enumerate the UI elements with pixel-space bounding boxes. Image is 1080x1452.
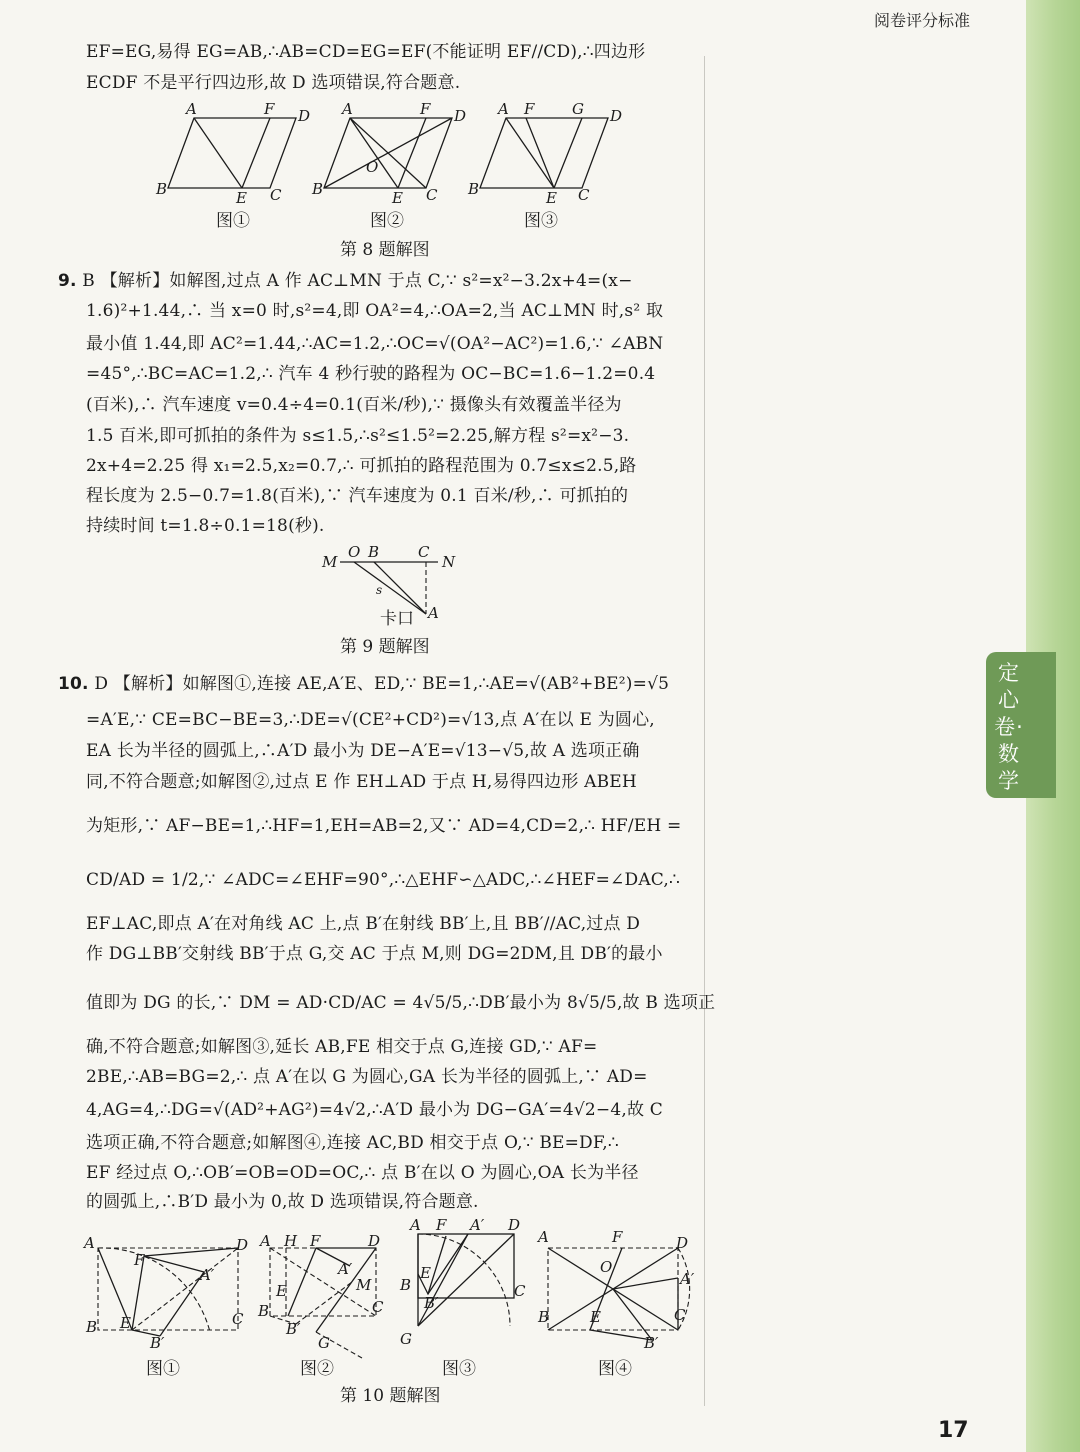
label-a-prime: A′ bbox=[470, 1216, 485, 1234]
label-e: E bbox=[392, 189, 403, 207]
label-b-prime: B′ bbox=[644, 1334, 659, 1352]
label-d: D bbox=[508, 1216, 521, 1234]
label-c: C bbox=[578, 186, 590, 204]
q10-line-14: EF 经过点 O,∴OB′=OB=OD=OC,∴ 点 B′在以 O 为圆心,OA 长为半径 bbox=[86, 1163, 639, 1183]
q9-line-1: 【解析】如解图,过点 A 作 AC⊥MN 于点 C,∵ s²=x²−3.2x+4=(x− bbox=[100, 271, 633, 291]
label-f: F bbox=[310, 1232, 321, 1250]
q9-header bbox=[58, 270, 633, 292]
label-b: B bbox=[538, 1308, 550, 1326]
label-d: D bbox=[676, 1234, 689, 1252]
q9-answer: B bbox=[82, 271, 95, 291]
label-o: O bbox=[600, 1258, 613, 1276]
q10-figure-2 bbox=[256, 1228, 406, 1388]
q10-line-2: =A′E,∵ CE=BC−BE=3,∴DE=√(CE²+CD²)=√13,点 A′在以 E 为圆心, bbox=[86, 710, 655, 730]
q9-figure-title: 第 9 题解图 bbox=[340, 637, 430, 657]
q10-line-6: CD/AD = 1/2,∵ ∠ADC=∠EHF=90°,∴△EHF∽△ADC,∴∠HEF=∠DAC,∴ bbox=[86, 870, 681, 890]
label-a: A bbox=[342, 100, 353, 118]
label-a: A bbox=[260, 1232, 271, 1250]
label-b: B bbox=[400, 1276, 412, 1294]
q10-answer: D bbox=[94, 674, 109, 694]
q9-figure bbox=[318, 542, 468, 632]
label-n: N bbox=[442, 553, 456, 571]
q10-caption-1: 图① bbox=[146, 1359, 180, 1379]
q10-caption-3: 图③ bbox=[442, 1359, 476, 1379]
label-c: C bbox=[232, 1310, 244, 1328]
checkpoint-label: 卡口 bbox=[380, 609, 414, 629]
q10-figure-title: 第 10 题解图 bbox=[340, 1386, 441, 1406]
label-c: C bbox=[674, 1306, 686, 1324]
label-c: C bbox=[426, 186, 438, 204]
q10-caption-2: 图② bbox=[300, 1359, 334, 1379]
page-number: 17 bbox=[938, 1418, 969, 1443]
q10-number: 10. bbox=[58, 674, 89, 694]
label-b: B bbox=[156, 180, 168, 198]
q10-figure-1 bbox=[82, 1228, 257, 1388]
q8-line-2: ECDF 不是平行四边形,故 D 选项错误,符合题意. bbox=[86, 73, 461, 93]
label-d: D bbox=[454, 107, 467, 125]
label-b-prime: B′ bbox=[424, 1294, 439, 1312]
q8-caption-1: 图① bbox=[216, 211, 250, 231]
label-g: G bbox=[400, 1330, 412, 1348]
label-g: G bbox=[318, 1334, 330, 1352]
q10-line-1: 【解析】如解图①,连接 AE,A′E、ED,∵ BE=1,∴AE=√(AB²+BE²)=√5 bbox=[113, 674, 670, 694]
q10-line-15: 的圆弧上,∴B′D 最小为 0,故 D 选项错误,符合题意. bbox=[86, 1192, 479, 1212]
label-b: B bbox=[86, 1318, 98, 1336]
label-a-prime: A′ bbox=[200, 1266, 215, 1284]
label-m: M bbox=[356, 1276, 372, 1294]
q9-line-2: 1.6)²+1.44,∴ 当 x=0 时,s²=4,即 OA²=4,∴OA=2,当 AC⊥MN 时,s² 取 bbox=[86, 301, 664, 321]
label-f: F bbox=[264, 100, 275, 118]
label-a: A bbox=[498, 100, 509, 118]
label-a: A bbox=[84, 1234, 95, 1252]
label-e: E bbox=[420, 1264, 431, 1282]
q10-line-12: 4,AG=4,∴DG=√(AD²+AG²)=4√2,∴A′D 最小为 DG−GA′=4√2−4,故 C bbox=[86, 1100, 664, 1120]
label-e: E bbox=[276, 1282, 287, 1300]
q10-line-5: 为矩形,∵ AF−BE=1,∴HF=1,EH=AB=2,又∵ AD=4,CD=2,∴ HF/EH = bbox=[86, 816, 682, 836]
label-a-prime: A′ bbox=[338, 1260, 353, 1278]
q9-line-7: 2x+4=2.25 得 x₁=2.5,x₂=0.7,∴ 可抓拍的路程范围为 0.7≤x≤2.5,路 bbox=[86, 456, 637, 476]
label-g: G bbox=[572, 100, 584, 118]
label-a: A bbox=[538, 1228, 549, 1246]
q10-line-13: 选项正确,不符合题意;如解图④,连接 AC,BD 相交于点 O,∵ BE=DF,∴ bbox=[86, 1133, 619, 1153]
q8-line-1: EF=EG,易得 EG=AB,∴AB=CD=EG=EF(不能证明 EF//CD),∴四边形 bbox=[86, 42, 646, 62]
q9-line-9: 持续时间 t=1.8÷0.1=18(秒). bbox=[86, 516, 325, 536]
q10-line-8: 作 DG⊥BB′交射线 BB′于点 G,交 AC 于点 M,则 DG=2DM,且 DB′的最小 bbox=[86, 944, 663, 964]
column-divider bbox=[704, 56, 705, 1406]
q9-line-8: 程长度为 2.5−0.7=1.8(百米),∵ 汽车速度为 0.1 百米/秒,∴ 可抓拍的 bbox=[86, 486, 629, 506]
q10-line-10: 确,不符合题意;如解图③,延长 AB,FE 相交于点 G,连接 GD,∵ AF= bbox=[86, 1037, 598, 1057]
q10-caption-4: 图④ bbox=[598, 1359, 632, 1379]
label-c: C bbox=[418, 543, 430, 561]
label-d: D bbox=[610, 107, 623, 125]
q10-header bbox=[58, 673, 669, 695]
label-e: E bbox=[120, 1314, 131, 1332]
label-f: F bbox=[134, 1251, 145, 1269]
q8-caption-3: 图③ bbox=[524, 211, 558, 231]
q10-figure-4 bbox=[534, 1228, 704, 1388]
label-d: D bbox=[236, 1236, 249, 1254]
label-b: B bbox=[468, 180, 480, 198]
label-b-prime: B′ bbox=[286, 1320, 301, 1338]
q10-line-4: 同,不符合题意;如解图②,过点 E 作 EH⊥AD 于点 H,易得四边形 ABEH bbox=[86, 772, 637, 792]
label-a: A bbox=[428, 604, 439, 622]
label-f: F bbox=[420, 100, 431, 118]
q9-line-4: =45°,∴BC=AC=1.2,∴ 汽车 4 秒行驶的路程为 OC−BC=1.6−1.2=0.4 bbox=[86, 364, 656, 384]
label-h: H bbox=[284, 1232, 298, 1250]
q9-line-6: 1.5 百米,即可抓拍的条件为 s≤1.5,∴s²≤1.5²=2.25,解方程 s²=x²−3. bbox=[86, 426, 630, 446]
q8-caption-2: 图② bbox=[370, 211, 404, 231]
q10-figure-3 bbox=[398, 1216, 538, 1388]
q10-line-3: EA 长为半径的圆弧上,∴A′D 最小为 DE−A′E=√13−√5,故 A 选项正确 bbox=[86, 741, 640, 761]
label-f: F bbox=[612, 1228, 623, 1246]
label-c: C bbox=[270, 186, 282, 204]
q10-line-9: 值即为 DG 的长,∵ DM = AD·CD/AC = 4√5/5,∴DB′最小为 8√5/5,故 B 选项正 bbox=[86, 993, 716, 1013]
label-e: E bbox=[590, 1308, 601, 1326]
q10-line-11: 2BE,∴AB=BG=2,∴ 点 A′在以 G 为圆心,GA 长为半径的圆弧上,∵ AD= bbox=[86, 1067, 648, 1087]
label-a-prime: A′ bbox=[680, 1270, 695, 1288]
q8-figure-title: 第 8 题解图 bbox=[340, 240, 430, 260]
q8-figure-1 bbox=[150, 100, 320, 235]
label-c: C bbox=[514, 1282, 526, 1300]
label-b: B bbox=[368, 543, 380, 561]
label-b-prime: B′ bbox=[150, 1334, 165, 1352]
q8-figure-2 bbox=[306, 100, 476, 235]
label-m: M bbox=[322, 553, 338, 571]
label-c: C bbox=[372, 1298, 384, 1316]
label-f: F bbox=[436, 1216, 447, 1234]
label-d: D bbox=[298, 107, 311, 125]
label-o: O bbox=[366, 158, 379, 176]
label-e: E bbox=[236, 189, 247, 207]
label-b: B bbox=[312, 180, 324, 198]
q9-line-5: (百米),∴ 汽车速度 v=0.4÷4=0.1(百米/秒),∵ 摄像头有效覆盖半径为 bbox=[86, 395, 622, 415]
q10-line-7: EF⊥AC,即点 A′在对角线 AC 上,点 B′在射线 BB′上,且 BB′//AC,过点 D bbox=[86, 914, 641, 934]
q9-line-3: 最小值 1.44,即 AC²=1.44,∴AC=1.2,∴OC=√(OA²−AC²)=1.6,∵ ∠ABN bbox=[86, 334, 664, 354]
q8-figure-3 bbox=[462, 100, 632, 235]
side-tab-label: 定心卷·数学 bbox=[994, 661, 1024, 793]
label-b: B bbox=[258, 1302, 270, 1320]
q9-number: 9. bbox=[58, 271, 77, 291]
label-a: A bbox=[186, 100, 197, 118]
label-e: E bbox=[546, 189, 557, 207]
label-d: D bbox=[368, 1232, 381, 1250]
side-tab[interactable] bbox=[986, 652, 1056, 798]
label-f: F bbox=[524, 100, 535, 118]
label-s: s bbox=[376, 583, 383, 597]
section-header: 阅卷评分标准 bbox=[874, 11, 971, 30]
label-a: A bbox=[410, 1216, 421, 1234]
label-o: O bbox=[348, 543, 361, 561]
